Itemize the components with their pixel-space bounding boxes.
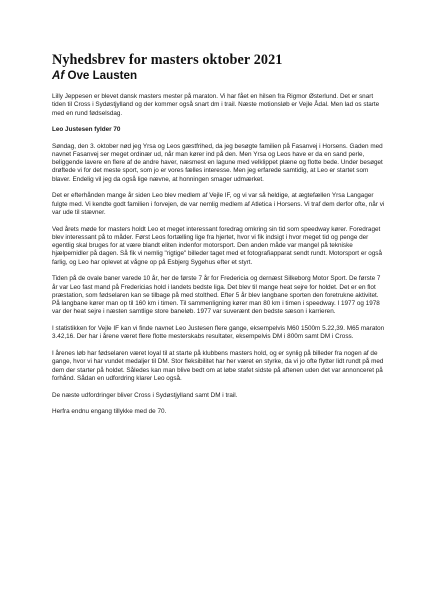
newsletter-body (52, 52, 387, 425)
intro-paragraph: Lilly Jeppesen er blevet dansk masters mester på maraton. Vi har fået en hilsen fra Rigmor Østerlund. Det er snart tiden til Cross i Sydøstjylland og der kommer også snart dm i trail. Næste motionsløb er Vejle Ådal. Men lad os starte med en rund fødselsdag. (52, 93, 380, 117)
body-paragraph: Søndag, den 3. oktober nød jeg Yrsa og Leos gæstfrihed, da jeg besøgte familien på Fasanvej i Horsens. Gaden med navnet Fasanvej ser meget ordinær ud, når man kører ind på den. Men Yrsa og Leos have er da en sand perle, beliggende lavere en flere af de andre haver, næsmest en lagune med velklippet plæne og flotte bede. Under besøget drøftede vi for det meste sport, som jo er vores fælles interesse. Men jeg erfarede samtidig, at Leo er startet som blaver. Endelig vil jeg da også lige nævne, at honningen smager udmærket. (52, 142, 383, 183)
body-paragraph: I statistikken for Vejle IF kan vi finde navnet Leo Justesen flere gange, eksempelvis M60 1500m 5.22,39. M65 maraton 3.42,16. Der har i årene været flere flotte mesterskabs resultater, eksempelvis DM i 800m samt DM i Cross. (52, 325, 385, 341)
body-paragraph: Ved årets møde for masters holdt Leo et meget interessant foredrag omkring sin tid som speedway kører. Foredraget blev interessant på to måder. Først Leos fortælling lige fra hjertet, hvor vi fik indsigt i hvor meget tid og penge der egentlig skal bruges for at være blandt eliten indenfor motorsport. Den anden måde var mangel på tekniske hjælpemidler på dagen. Så fik vi nemlig "rigtige" billeder taget med et fotografiapparat sendt rundt. Motorsport er også farlig, og Leo har oplevet at vågne op på Esbjerg Sygehus efter et styrt. (52, 225, 382, 266)
body-paragraph: Tiden på de ovale baner varede 10 år, her de første 7 år for Fredericia og dernæst Silkeborg Motor Sport. De første 7 år var Leo fast mand på Fredericias hold i landets bedste liga. Det blev til mange heat sejre for holdet. Det er en flot præstation, som fødselaren kan se tilbage på med stolthed. Efter 5 år blev langbane sporten den foretrukne aktivitet. På langbane kører man op til 160 km i timen. Til sammenligning kører man 80 km i timen i speedway. I 1977 og 1978 var der heat sejre i næsten samtlige store baneløb. 1977 var suverænt den bedste sæson i karrieren. (52, 275, 381, 316)
newsletter-title: Nyhedsbrev for masters oktober 2021 (52, 52, 283, 68)
author-prefix: Af (52, 69, 65, 82)
author-name: Ove Lausten (67, 69, 138, 82)
author-line (52, 69, 387, 83)
body-paragraph: De næste udfordringer bliver Cross i Sydøstjylland samt DM i trail. (52, 391, 238, 399)
section-heading: Leo Justesen fylder 70 (52, 126, 121, 134)
body-paragraph: I årenes løb har fødselaren været loyal til at starte på klubbens masters hold, og er synlig på billeder fra nogen af de gange, hvor vi har vundet medaljer til DM. Stor fleksibilitet har her været en styrke, da vi jo ofte flytter lidt rundt på med dem der starter på holdet. Således kan man blive bedt om at løbe stafet sidste på aftenen uden det var annonceret på forhånd. Sådan en udfordring klarer Leo også. (52, 350, 384, 382)
closing-paragraph: Herfra endnu engang tillykke med de 70. (52, 408, 167, 416)
body-paragraph: Det er efterhånden mange år siden Leo blev medlem af Vejle IF, og vi var så heldige, at ægtefællen Yrsa Langager fulgte med. Vi kendte godt familien i forvejen, de var nemlig medlem af Atletica i Horsens. Vi traf dem derfor ofte, når vi var ude til stævner. (52, 192, 385, 216)
